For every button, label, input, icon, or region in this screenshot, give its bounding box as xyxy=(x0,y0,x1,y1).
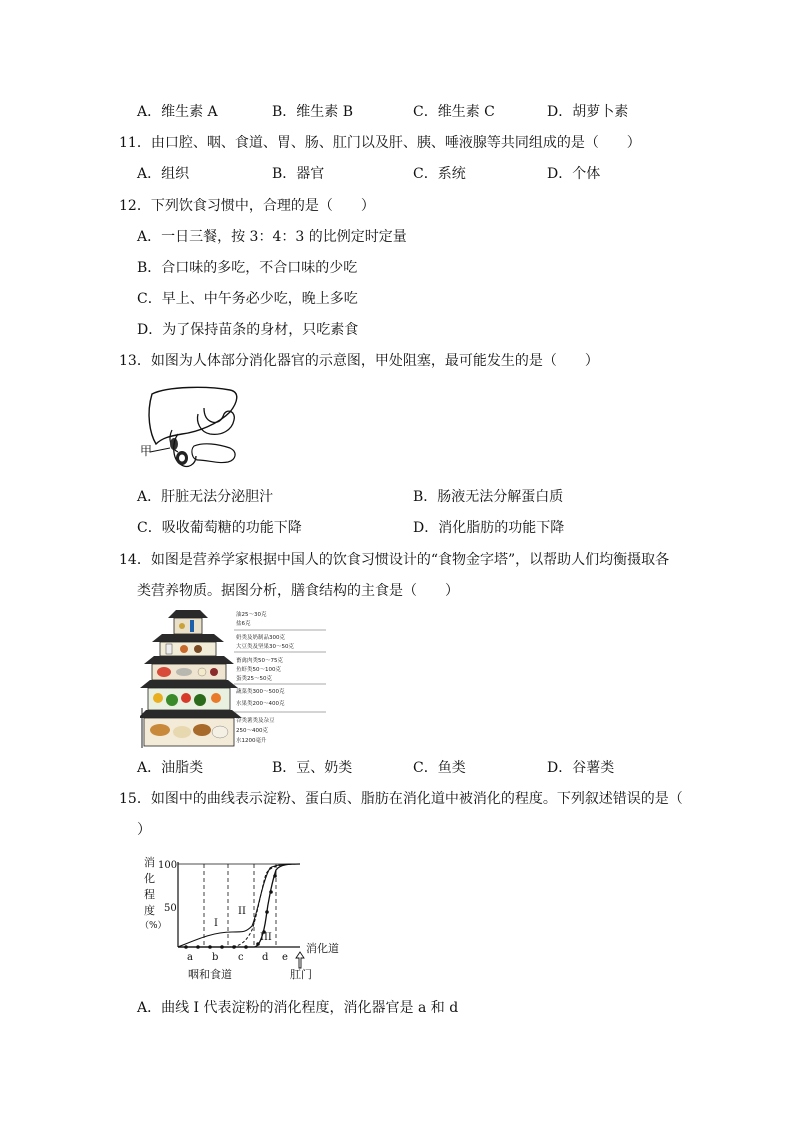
q10-option-d: D．胡萝卜素 xyxy=(547,104,629,120)
q13-option-c: C．吸收葡萄糖的功能下降 xyxy=(137,520,302,536)
q12-option-c: C．早上、中午务必少吃，晚上多吃 xyxy=(137,291,358,307)
q11-option-c: C．系统 xyxy=(413,166,466,182)
q15-option-a: A．曲线 I 代表淀粉的消化程度，消化器官是 a 和 d xyxy=(137,1000,459,1016)
q10-option-b: B．维生素 B xyxy=(272,104,354,120)
q12-option-d: D．为了保持苗条的身材，只吃素食 xyxy=(137,322,359,338)
q13-stem: 13．如图为人体部分消化器官的示意图，甲处阻塞，最可能发生的是（ ） xyxy=(119,353,599,369)
q11-stem: 11．由口腔、咽、食道、胃、肠、肛门以及肝、胰、唾液腺等共同组成的是（ ） xyxy=(119,135,641,151)
digestive-organs-figure xyxy=(138,384,242,474)
curve-label-ii: II xyxy=(238,906,246,917)
pyramid-label-water: 水1200毫升 xyxy=(236,738,267,744)
food-pyramid-figure xyxy=(140,608,330,750)
pyramid-label-vegetable: 蔬菜类300～500克 xyxy=(236,689,285,695)
pyramid-label-fruit: 水果类200～400克 xyxy=(236,701,285,707)
y-tick-100: 100 xyxy=(158,860,178,871)
y-label-char-4: 度 xyxy=(144,904,155,917)
x-tick-b: b xyxy=(212,952,219,963)
q10-option-c: C．维生素 C xyxy=(413,104,495,120)
x-tick-c: c xyxy=(238,952,244,963)
x-tick-e: e xyxy=(282,952,288,963)
q10-option-a: A．维生素 A xyxy=(137,104,218,120)
q14-stem-line2: 类营养物质。据图分析，膳食结构的主食是（ ） xyxy=(137,583,459,599)
pyramid-label-dairy: 奶类及奶制品300克 xyxy=(236,635,285,641)
q13-option-d: D．消化脂肪的功能下降 xyxy=(413,520,565,536)
pyramid-label-meat: 畜禽肉类50～75克 xyxy=(236,658,283,664)
y-label-char-1: 消 xyxy=(144,856,155,869)
x-tick-a: a xyxy=(187,952,193,963)
pyramid-label-grain: 谷类薯类及杂豆 xyxy=(236,718,275,724)
q14-option-a: A．油脂类 xyxy=(137,760,204,776)
y-tick-50: 50 xyxy=(164,903,177,914)
q13-option-b: B．肠液无法分解蛋白质 xyxy=(413,489,564,505)
q12-stem: 12．下列饮食习惯中，合理的是（ ） xyxy=(119,198,375,214)
pyramid-label-grain-amount: 250～400克 xyxy=(236,728,268,734)
x-axis-label: 消化道 xyxy=(306,942,339,955)
q14-stem-line1: 14．如图是营养学家根据中国人的饮食习惯设计的“食物金字塔”，以帮助人们均衡摄取各 xyxy=(119,552,670,568)
q14-option-d: D．谷薯类 xyxy=(547,760,615,776)
digestion-curve-graph xyxy=(140,852,350,986)
q12-option-b: B．合口味的多吃，不合口味的少吃 xyxy=(137,260,358,276)
pyramid-label-fish: 鱼虾类50～100克 xyxy=(236,667,281,673)
pyramid-label-egg: 蛋类25～50克 xyxy=(236,676,272,682)
pyramid-label-soy: 大豆类及坚果30～50克 xyxy=(236,644,294,650)
x-tick-d: d xyxy=(262,952,269,963)
pyramid-label-oil: 油25～30克 xyxy=(236,612,267,618)
q11-option-b: B．器官 xyxy=(272,166,325,182)
y-unit: （%） xyxy=(140,921,167,931)
curve-label-i: I xyxy=(214,918,218,929)
curve-label-iii: III xyxy=(260,932,272,943)
pyramid-label-salt: 盐6克 xyxy=(236,621,251,627)
label-pharynx-esophagus: 咽和食道 xyxy=(188,968,232,981)
q13-figure-label: 甲 xyxy=(140,444,153,458)
y-label-char-3: 程 xyxy=(144,888,155,901)
q11-option-d: D．个体 xyxy=(547,166,601,182)
y-label-char-2: 化 xyxy=(144,872,155,885)
q11-option-a: A．组织 xyxy=(137,166,190,182)
q14-option-c: C．鱼类 xyxy=(413,760,466,776)
label-anus: 肛门 xyxy=(290,968,312,981)
q12-option-a: A．一日三餐，按 3：4：3 的比例定时定量 xyxy=(137,229,407,245)
q15-stem-line1: 15．如图中的曲线表示淀粉、蛋白质、脂肪在消化道中被消化的程度。下列叙述错误的是（ xyxy=(119,791,683,807)
q15-stem-line2: ） xyxy=(137,822,151,838)
q14-option-b: B．豆、奶类 xyxy=(272,760,353,776)
q13-option-a: A．肝脏无法分泌胆汁 xyxy=(137,489,274,505)
